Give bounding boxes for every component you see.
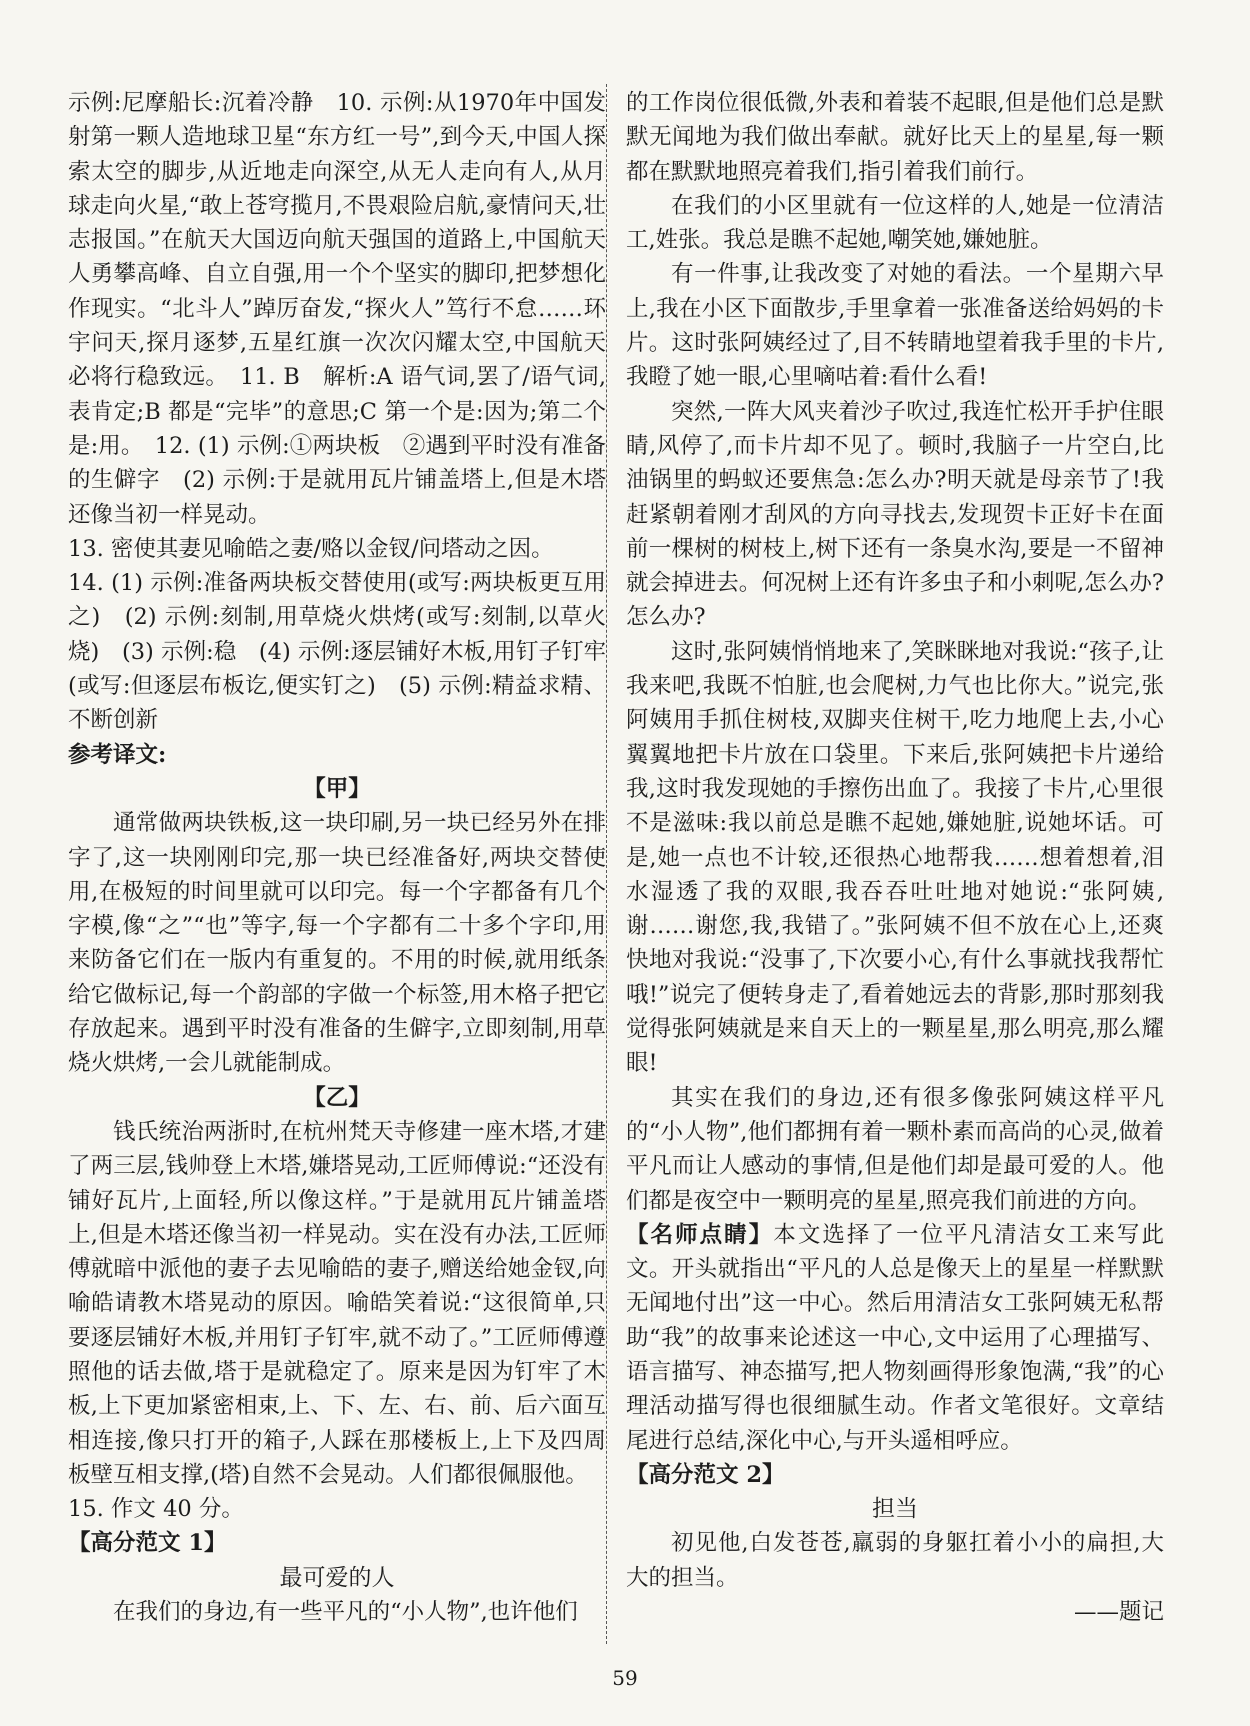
jia-heading: 【甲】 xyxy=(303,775,371,802)
essay2-paragraph: 初见他,白发苍苍,羸弱的身躯扛着小小的扁担,大大的担当。 xyxy=(626,1530,1164,1591)
answer-15: 15. 作文 40 分。 xyxy=(68,1496,244,1523)
essay2-title: 担当 xyxy=(872,1496,918,1523)
essay1-paragraph: 在我们的身边,有一些平凡的“小人物”,也许他们 xyxy=(113,1599,578,1626)
yi-translation: 钱氏统治两浙时,在杭州梵天寺修建一座木塔,才建了两三层,钱帅登上木塔,嫌塔晃动,工匠师傅说:“还没有铺好瓦片,上面轻,所以像这样。”于是就用瓦片铺盖塔上,但是木塔还像当初一样晃动。实在没有办法,工匠师傅就暗中派他的妻子去见喻皓的妻子,赠送给她金钗,向喻皓请教木塔晃动的原因。喻皓笑着说:“这很简单,只要逐层铺好木板,并用钉子钉牢,就不动了。”工匠师傅遵照他的话去做,塔于是就稳定了。原来是因为钉牢了木板,上下更加紧密相束,上、下、左、右、前、后六面互相连接,像只打开的箱子,人踩在那楼板上,上下及四周板壁互相支撑,(塔)自然不会晃动。人们都很佩服他。 xyxy=(68,1118,606,1488)
essay2-heading: 【高分范文 2】 xyxy=(626,1461,785,1488)
left-column xyxy=(68,86,606,1629)
reference-translation-heading: 参考译文: xyxy=(68,741,167,768)
essay1-title: 最可爱的人 xyxy=(279,1564,395,1591)
essay1-heading: 【高分范文 1】 xyxy=(68,1530,227,1557)
teacher-comment-label: 【名师点睛】 xyxy=(626,1221,774,1248)
essay1-paragraph: 有一件事,让我改变了对她的看法。一个星期六早上,我在小区下面散步,手里拿着一张准备送给妈妈的卡片。这时张阿姨经过了,目不转睛地望着我手里的卡片,我瞪了她一眼,心里嘀咕着:看什么看! xyxy=(626,261,1164,391)
essay1-paragraph: 这时,张阿姨悄悄地来了,笑眯眯地对我说:“孩子,让我来吧,我既不怕脏,也会爬树,力气也比你大。”说完,张阿姨用手抓住树枝,双脚夹住树干,吃力地爬上去,小心翼翼地把卡片放在口袋里。下来后,张阿姨把卡片递给我,这时我发现她的手擦伤出血了。我接了卡片,心里很不是滋味:我以前总是瞧不起她,嫌她脏,说她坏话。可是,她一点也不计较,还很热心地帮我……想着想着,泪水湿透了我的双眼,我吞吞吐吐地对她说:“张阿姨,谢……谢您,我,我错了。”张阿姨不但不放在心上,还爽快地对我说:“没事了,下次要小心,有什么事就找我帮忙哦!”说完了便转身走了,看着她远去的背影,那时那刻我觉得张阿姨就是来自天上的一颗星星,那么明亮,那么耀眼! xyxy=(626,638,1164,1077)
essay2-signoff: ——题记 xyxy=(1073,1599,1164,1626)
right-column xyxy=(626,86,1164,1629)
answers-10-12: 示例:尼摩船长:沉着冷静 10. 示例:从1970年中国发射第一颗人造地球卫星“东方红一号”,到今天,中国人探索太空的脚步,从近地走向深空,从无人走向有人,从月球走向火星,“敢上苍穹揽月,不畏艰险启航,豪情问天,壮志报国。”在航天大国迈向航天强国的道路上,中国航天人勇攀高峰、自立自强,用一个个坚实的脚印,把梦想化作现实。“北斗人”踔厉奋发,“探火人”笃行不怠……环宇问天,探月逐梦,五星红旗一次次闪耀太空,中国航天必将行稳致远。 11. B 解析:A 语气词,罢了/语气词,表肯定;B 都是“完毕”的意思;C 第一个是:因为;第二个是:用。 12. (1) 示例:①两块板 ②遇到平时没有准备的生僻字 (2) 示例:于是就用瓦片铺盖塔上,但是木塔还像当初一样晃动。 xyxy=(68,90,606,528)
column-divider xyxy=(606,84,607,1644)
yi-heading: 【乙】 xyxy=(303,1084,371,1111)
essay1-paragraph: 的工作岗位很低微,外表和着装不起眼,但是他们总是默默无闻地为我们做出奉献。就好比天上的星星,每一颗都在默默地照亮着我们,指引着我们前行。 xyxy=(626,90,1164,185)
teacher-comment xyxy=(626,1218,1164,1458)
jia-translation: 通常做两块铁板,这一块印刷,另一块已经另外在排字了,这一块刚刚印完,那一块已经准备好,两块交替使用,在极短的时间里就可以印完。每一个字都备有几个字模,像“之”“也”等字,每一个字都有二十多个字印,用来防备它们在一版内有重复的。不用的时候,就用纸条给它做标记,每一个韵部的字做一个标签,用木格子把它存放起来。遇到平时没有准备的生僻字,立即刻制,用草烧火烘烤,一会儿就能制成。 xyxy=(68,810,606,1077)
essay1-paragraph: 突然,一阵大风夹着沙子吹过,我连忙松开手护住眼睛,风停了,而卡片却不见了。顿时,我脑子一片空白,比油锅里的蚂蚁还要焦急:怎么办?明天就是母亲节了!我赶紧朝着刚才刮风的方向寻找去,发现贺卡正好卡在面前一棵树的树枝上,树下还有一条臭水沟,要是一不留神就会掉进去。何况树上还有许多虫子和小刺呢,怎么办?怎么办? xyxy=(626,398,1164,631)
essay1-paragraph: 其实在我们的身边,还有很多像张阿姨这样平凡的“小人物”,他们都拥有着一颗朴素而高尚的心灵,做着平凡而让人感动的事情,但是他们却是最可爱的人。他们都是夜空中一颗明亮的星星,照亮我们前进的方向。 xyxy=(626,1084,1164,1214)
answer-13: 13. 密使其妻见喻皓之妻/赂以金钗/问塔动之因。 xyxy=(68,535,554,562)
essay1-paragraph: 在我们的小区里就有一位这样的人,她是一位清洁工,姓张。我总是瞧不起她,嘲笑她,嫌她脏。 xyxy=(626,192,1164,254)
answer-14: 14. (1) 示例:准备两块板交替使用(或写:两块板更互用之) (2) 示例:刻制,用草烧火烘烤(或写:刻制,以草火烧) (3) 示例:稳 (4) 示例:逐层铺好木板,用钉子钉牢(或写:但逐层布板讫,便实钉之) (5) 示例:精益求精、不断创新 xyxy=(68,570,606,734)
page-number: 59 xyxy=(612,1666,638,1690)
teacher-comment-text: 本文选择了一位平凡清洁女工来写此文。开头就指出“平凡的人总是像天上的星星一样默默无闻地付出”这一中心。然后用清洁女工张阿姨无私帮助“我”的故事来论述这一中心,文中运用了心理描写、语言描写、神态描写,把人物刻画得形象饱满,“我”的心理活动描写得也很细腻生动。作者文笔很好。文章结尾进行总结,深化中心,与开头遥相呼应。 xyxy=(626,1221,1164,1454)
